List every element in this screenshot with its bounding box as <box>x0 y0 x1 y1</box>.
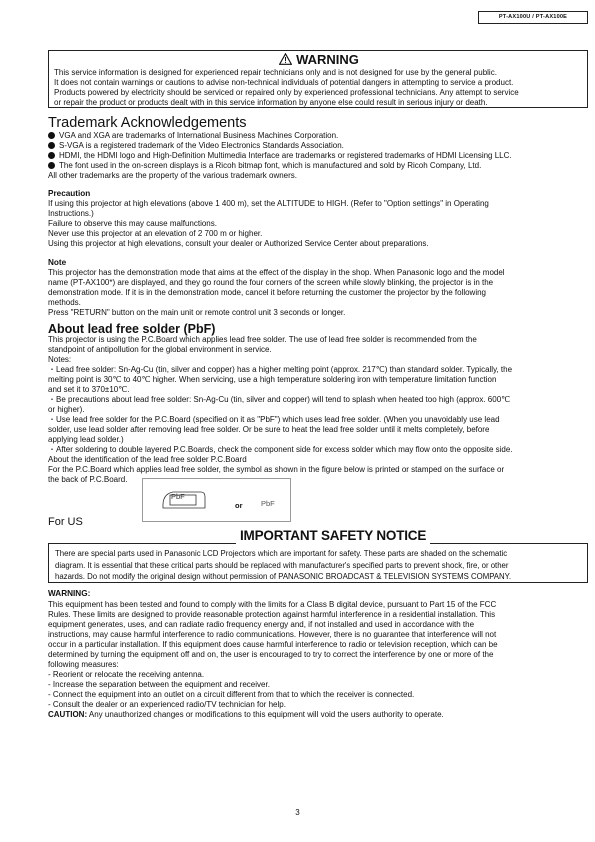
note-line: name (PT-AX100*) are displayed, and they go round the four corners of the screen while slowly blinking, the projector is in the <box>48 278 494 287</box>
warning-triangle-icon <box>279 53 292 65</box>
bullet-icon <box>48 152 55 159</box>
pbf-or-text: or <box>235 501 243 510</box>
precaution-section <box>48 189 489 249</box>
note-section <box>48 258 505 318</box>
trademark-heading: Trademark Acknowledgements <box>48 115 247 131</box>
warning-line: It does not contain warnings or cautions to advise non-technical individuals of potential dangers in attempting to service a product. <box>54 78 514 87</box>
precaution-line: Using this projector at high elevations, consult your dealer or Authorized Service Center about preparations. <box>48 239 429 248</box>
safety-line: diagram. It is essential that these critical parts should be replaced with manufacturer's specified parts to prevent shock, fire, or other <box>55 560 509 570</box>
precaution-heading: Precaution <box>48 189 91 198</box>
warning-line: or repair the product or products dealt with in this service information by anyone else could result in serious injury or death. <box>54 98 488 107</box>
note-line: Press "RETURN" button on the main unit or remote control unit 3 seconds or longer. <box>48 308 346 317</box>
pbf-plain-label: PbF <box>261 499 275 508</box>
trademark-item <box>48 141 512 151</box>
safety-text <box>55 548 511 583</box>
note-heading: Note <box>48 258 67 267</box>
precaution-line: Failure to observe this may cause malfunctions. <box>48 219 217 228</box>
trademark-footer: All other trademarks are the property of the various trademark owners. <box>48 171 297 180</box>
lead-free-line: ・After soldering to double layered P.C.Boards, check the component side for excess solder which may flow onto the opposite side. <box>48 445 513 454</box>
warning-text <box>54 68 519 108</box>
trademark-item-text: VGA and XGA are trademarks of International Business Machines Corporation. <box>59 131 339 140</box>
pbf-figure <box>142 478 291 522</box>
fcc-line: instructions, may cause harmful interference to radio communications. However, there is no guarantee that interference will not <box>48 630 497 639</box>
trademark-item-text: HDMI, the HDMI logo and High-Definition Multimedia Interface are trademarks or registered trademarks of HDMI Licensing LLC. <box>59 151 512 160</box>
lead-free-line: the back of P.C.Board. <box>48 475 128 484</box>
precaution-line: If using this projector at high elevations (above 1 400 m), set the ALTITUDE to HIGH. (Refer to "Option settings" in Operating <box>48 199 489 208</box>
lead-free-line: About the identification of the lead free solder P.C.Board <box>48 455 247 464</box>
bullet-icon <box>48 132 55 139</box>
note-line: methods. <box>48 298 81 307</box>
note-line: demonstration mode. If it is in the demonstration mode, cancel it before returning the customer the projector by the following <box>48 288 487 297</box>
lead-free-line: applying lead solder.) <box>48 435 124 444</box>
lead-free-line: and set it to 370±10℃. <box>48 385 130 394</box>
fcc-line: This equipment has been tested and found to comply with the limits for a Class B digital device, pursuant to Part 15 of the FCC <box>48 600 497 609</box>
fcc-caution <box>48 710 498 720</box>
bullet-icon <box>48 142 55 149</box>
trademark-item-text: The font used in the on-screen displays is a Ricoh bitmap font, which is manufactured and sold by Ricoh Company, Ltd. <box>59 161 482 170</box>
for-us-label: For US <box>48 516 83 528</box>
trademark-item <box>48 131 512 141</box>
lead-free-line: ・Lead free solder: Sn-Ag-Cu (tin, silver and copper) has a higher melting point (approx. 217℃) than standard solder. Typically, the <box>48 365 513 374</box>
trademark-item <box>48 151 512 161</box>
trademark-list <box>48 131 512 181</box>
precaution-line: Instructions.) <box>48 209 94 218</box>
warning-line: This service information is designed for experienced repair technicians only and is not designed for use by the general public. <box>54 68 497 77</box>
lead-free-line: melting point is 30℃ to 40℃ higher. When servicing, use a high temperature soldering iron with temperature limitation function <box>48 375 497 384</box>
lead-free-heading: About lead free solder (PbF) <box>48 322 216 336</box>
lead-free-line: standpoint of antipollution for the global environment in service. <box>48 345 272 354</box>
fcc-caution-label: CAUTION: <box>48 710 88 719</box>
fcc-warning-heading: WARNING: <box>48 589 91 598</box>
fcc-text <box>48 600 498 720</box>
fcc-line: following measures: <box>48 660 119 669</box>
precaution-line: Never use this projector at an elevation of 2 700 m or higher. <box>48 229 263 238</box>
safety-line: There are special parts used in Panasonic LCD Projectors which are important for safety. These parts are shaded on the schematic <box>55 549 508 558</box>
warning-line: Products powered by electricity should be serviced or repaired only by experienced professional technicians. Any attempt to service <box>54 88 519 97</box>
safety-notice-title: IMPORTANT SAFETY NOTICE <box>236 528 430 544</box>
warning-title-text: WARNING <box>296 52 359 67</box>
model-label: PT-AX100U / PT-AX100E <box>478 11 588 24</box>
fcc-line: - Increase the separation between the equipment and receiver. <box>48 680 270 689</box>
safety-line: hazards. Do not modify the original design without permission of PANASONIC BROADCAST & TELEVISION SYSTEMS COMPANY. <box>55 572 512 581</box>
lead-free-line: solder, use lead solder after removing lead free solder. Or be sure to heat the lead free solder until it melts completely, before <box>48 425 490 434</box>
fcc-line: - Reorient or relocate the receiving antenna. <box>48 670 205 679</box>
pbf-symbol-label: PbF <box>171 492 185 501</box>
fcc-line: - Connect the equipment into an outlet on a circuit different from that to which the receiver is connected. <box>48 690 415 699</box>
warning-box <box>48 50 588 108</box>
lead-free-line: For the P.C.Board which applies lead free solder, the symbol as shown in the figure below is printed or stamped on the surface or <box>48 465 505 474</box>
lead-free-text <box>48 335 513 485</box>
lead-free-line: or higher). <box>48 405 85 414</box>
page-number: 3 <box>295 808 300 817</box>
fcc-line: determined by turning the equipment off and on, the user is encouraged to try to correct the interference by one or more of the <box>48 650 494 659</box>
note-line: This projector has the demonstration mode that aims at the effect of the display in the shop. When Panasonic logo and the model <box>48 268 505 277</box>
fcc-line: equipment generates, uses, and can radiate radio frequency energy and, if not installed and used in accordance with the <box>48 620 475 629</box>
lead-free-line: Notes: <box>48 355 72 364</box>
lead-free-line: ・Be precautions about lead free solder: Sn-Ag-Cu (tin, silver and copper) will tend to splash when heated too high (approx. 600℃ <box>48 395 511 404</box>
lead-free-line: ・Use lead free solder for the P.C.Board (specified on it as "PbF") which uses lead free solder. (When you unavoidably use lead <box>48 415 500 424</box>
bullet-icon <box>48 162 55 169</box>
safety-notice-box <box>48 543 588 583</box>
fcc-caution-text: Any unauthorized changes or modifications to this equipment will void the users authority to operate. <box>87 710 444 719</box>
trademark-item-text: S-VGA is a registered trademark of the Video Electronics Standards Association. <box>59 141 344 150</box>
fcc-line: - Consult the dealer or an experienced radio/TV technician for help. <box>48 700 286 709</box>
lead-free-line: This projector is using the P.C.Board which applies lead free solder. The use of lead free solder is recommended from the <box>48 335 477 344</box>
trademark-item <box>48 161 512 171</box>
warning-title <box>49 52 589 67</box>
fcc-line: occur in a particular installation. If this equipment does cause harmful interference to radio or television reception, which can be <box>48 640 498 649</box>
fcc-line: Rules. These limits are designed to provide reasonable protection against harmful interference in a residential installation. This <box>48 610 496 619</box>
